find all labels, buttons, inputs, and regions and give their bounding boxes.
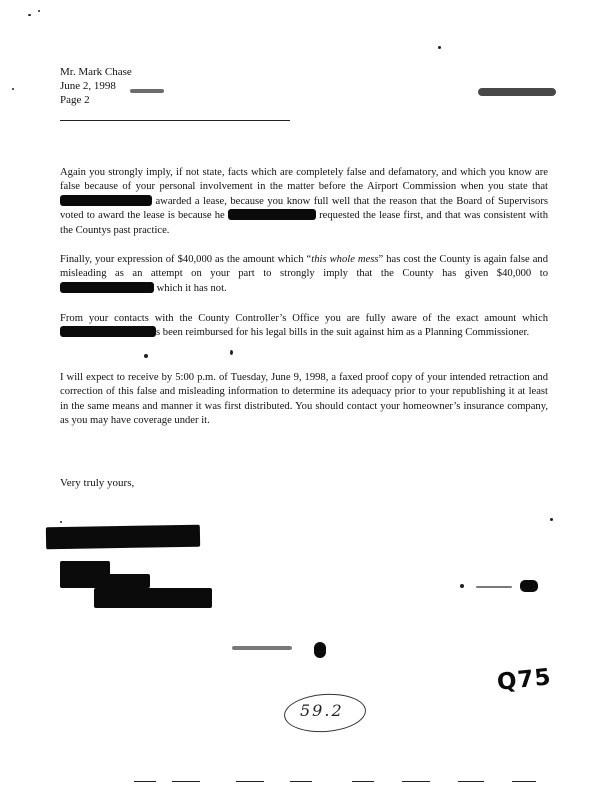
paragraph-4: I will expect to receive by 5:00 p.m. of Tuesday, June 9, 1998, a faxed proof copy of your intended retraction and correction of this false and misleading information to determine its adequacy prior to your republishing it at least in the same means and manner it was first distributed. You should contact your homeowner’s insurance company, as you may have coverage under it. <box>60 372 548 427</box>
scan-smudge <box>130 89 164 93</box>
bottom-scan-mark <box>134 781 156 782</box>
letter-date: June 2, 1998 <box>60 80 116 92</box>
bottom-scan-mark <box>172 781 200 782</box>
scan-speck <box>28 14 31 16</box>
paragraph-2-quote: this whole mess <box>311 254 379 265</box>
scan-speck <box>550 518 553 521</box>
scan-smudge <box>478 88 556 96</box>
paragraph-3 <box>60 312 548 341</box>
paragraph-1-part-b: awarded a lease, because you know full well that the reason that the Board of Supervisors voted to award the lease is because he <box>60 195 548 222</box>
redaction-bar <box>60 282 154 293</box>
redacted-signature <box>46 525 200 550</box>
paragraph-1-part-a: Again you strongly imply, if not state, facts which are completely false and defamatory, and which you know are false because of your personal involvement in the matter before the Airport Commission when you state that <box>60 167 548 193</box>
paragraph-2-part-a: Finally, your expression of $40,000 as the amount which “ <box>60 254 312 265</box>
redacted-address-line <box>94 588 212 608</box>
paragraph-1 <box>60 166 548 238</box>
bottom-scan-mark <box>402 781 430 782</box>
bottom-scan-mark <box>458 781 484 782</box>
scan-speck <box>12 88 14 90</box>
page-number: Page 2 <box>60 94 90 106</box>
header-rule <box>60 120 290 121</box>
scan-smudge <box>476 586 512 588</box>
scan-speck <box>230 350 233 355</box>
scan-speck <box>460 584 464 588</box>
scan-smudge <box>314 642 326 658</box>
scan-smudge <box>520 580 538 592</box>
scan-speck <box>438 46 441 49</box>
handwritten-code: Q75 <box>495 664 553 696</box>
redaction-bar <box>60 326 156 337</box>
paragraph-3-part-a: From your contacts with the County Controller’s Office you are fully aware of the exact amount which <box>60 313 548 324</box>
redacted-name-line <box>60 574 150 588</box>
paragraph-2-part-b: ” has cost the County is again false and misleading as an attempt on your part to strongly imply that the County has given $40,000 to <box>60 254 548 280</box>
bottom-scan-mark <box>352 781 374 782</box>
bottom-scan-mark <box>236 781 264 782</box>
redaction-bar <box>60 195 152 206</box>
scan-speck <box>38 10 40 12</box>
bottom-scan-mark <box>512 781 536 782</box>
recipient-name: Mr. Mark Chase <box>60 66 132 78</box>
scan-smudge <box>232 646 292 650</box>
paragraph-3-part-b: s been reimbursed for his legal bills in the suit against him as a Planning Commissioner. <box>156 327 530 339</box>
closing-salutation: Very truly yours, <box>60 477 135 489</box>
bottom-scan-mark <box>290 781 312 782</box>
scan-speck <box>60 521 62 523</box>
handwritten-number: 59.2 <box>300 701 344 720</box>
paragraph-2-part-c: which it has not. <box>156 282 227 294</box>
paragraph-1-part-c: requested the lease first, and that was consistent with the Countys past practice. <box>60 210 548 236</box>
scan-speck <box>144 354 148 358</box>
redaction-bar <box>228 209 316 220</box>
paragraph-2 <box>60 253 548 296</box>
